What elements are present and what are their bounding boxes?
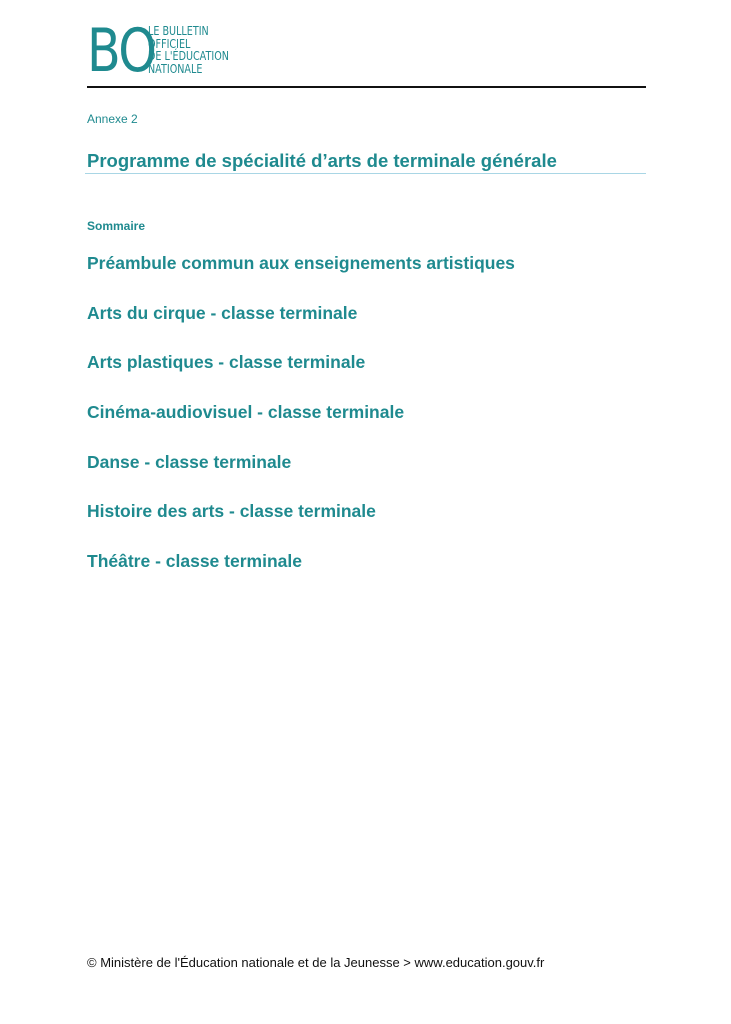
summary-heading: Sommaire	[87, 219, 146, 233]
document-title: Programme de spécialité d’arts de terminale générale	[87, 150, 557, 171]
logo-text	[148, 25, 229, 75]
logo-mark: BO	[87, 16, 156, 86]
toc-item-arts-plastiques[interactable]: Arts plastiques - classe terminale	[87, 352, 366, 373]
toc-item-histoire-des-arts[interactable]: Histoire des arts - classe terminale	[87, 501, 376, 522]
bulletin-officiel-logo	[87, 16, 267, 86]
header-divider	[87, 86, 646, 88]
logo-line: NATIONALE	[148, 61, 203, 76]
logo-line: OFFICIEL	[148, 36, 191, 51]
annex-label: Annexe 2	[87, 112, 138, 126]
toc-item-arts-du-cirque[interactable]: Arts du cirque - classe terminale	[87, 302, 358, 323]
title-underline	[85, 173, 646, 174]
table-of-contents	[87, 252, 515, 600]
page-footer: © Ministère de l'Éducation nationale et de la Jeunesse > www.education.gouv.fr	[87, 955, 545, 970]
toc-item-cinema-audiovisuel[interactable]: Cinéma-audiovisuel - classe terminale	[87, 402, 405, 423]
logo-line: LE BULLETIN	[148, 24, 209, 38]
logo-line: DE L'ÉDUCATION	[148, 49, 229, 63]
toc-item-theatre[interactable]: Théâtre - classe terminale	[87, 551, 302, 572]
toc-item-danse[interactable]: Danse - classe terminale	[87, 451, 292, 472]
toc-item-preambule[interactable]: Préambule commun aux enseignements artistiques	[87, 253, 515, 273]
